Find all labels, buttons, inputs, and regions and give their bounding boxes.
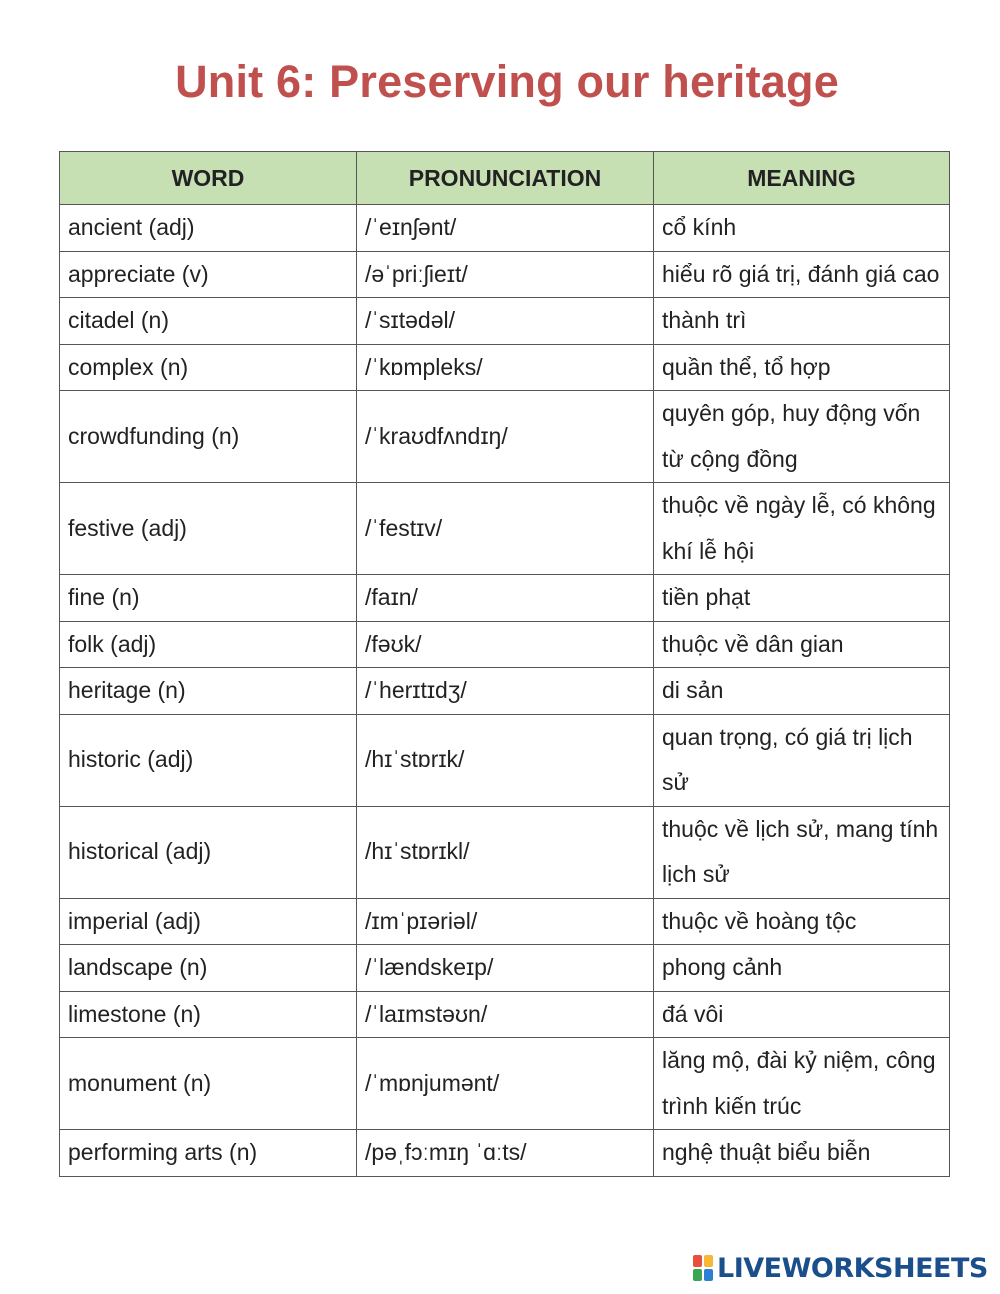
- table-row: [60, 991, 950, 1038]
- header-pronunciation: PRONUNCIATION: [357, 152, 654, 205]
- meaning-cell: thuộc về ngày lễ, có không khí lễ hội: [654, 483, 950, 575]
- table-header-row: [60, 152, 950, 205]
- logo-square-2: [704, 1255, 713, 1267]
- table-row: [60, 1038, 950, 1130]
- pronunciation-cell: /pəˌfɔːmɪŋ ˈɑːts/: [357, 1130, 654, 1177]
- liveworksheets-logo-icon: [693, 1255, 713, 1281]
- table-row: [60, 205, 950, 252]
- table-row: [60, 945, 950, 992]
- pronunciation-cell: /hɪˈstɒrɪkl/: [357, 806, 654, 898]
- meaning-cell: tiền phạt: [654, 575, 950, 622]
- pronunciation-cell: /ˈlaɪmstəʊn/: [357, 991, 654, 1038]
- meaning-cell: thuộc về lịch sử, mang tính lịch sử: [654, 806, 950, 898]
- word-cell: historic (adj): [60, 714, 357, 806]
- meaning-cell: quyên góp, huy động vốn từ cộng đồng: [654, 391, 950, 483]
- meaning-cell: quần thể, tổ hợp: [654, 344, 950, 391]
- word-cell: festive (adj): [60, 483, 357, 575]
- pronunciation-cell: /əˈpriːʃieɪt/: [357, 251, 654, 298]
- meaning-cell: quan trọng, có giá trị lịch sử: [654, 714, 950, 806]
- table-row: [60, 1130, 950, 1177]
- pronunciation-cell: /hɪˈstɒrɪk/: [357, 714, 654, 806]
- page-title: Unit 6: Preserving our heritage: [175, 56, 839, 107]
- word-cell: historical (adj): [60, 806, 357, 898]
- word-cell: complex (n): [60, 344, 357, 391]
- table-row: [60, 898, 950, 945]
- word-cell: imperial (adj): [60, 898, 357, 945]
- logo-text: LIVEWORKSHEETS: [717, 1252, 988, 1284]
- meaning-cell: đá vôi: [654, 991, 950, 1038]
- meaning-cell: hiểu rõ giá trị, đánh giá cao: [654, 251, 950, 298]
- pronunciation-cell: /ˈlændskeɪp/: [357, 945, 654, 992]
- table-row: [60, 483, 950, 575]
- word-cell: appreciate (v): [60, 251, 357, 298]
- meaning-cell: lăng mộ, đài kỷ niệm, công trình kiến trúc: [654, 1038, 950, 1130]
- pronunciation-cell: /faɪn/: [357, 575, 654, 622]
- pronunciation-cell: /ˈfestɪv/: [357, 483, 654, 575]
- word-cell: citadel (n): [60, 298, 357, 345]
- vocabulary-table: [59, 151, 950, 1177]
- pronunciation-cell: /ˈsɪtədəl/: [357, 298, 654, 345]
- header-meaning: MEANING: [654, 152, 950, 205]
- word-cell: heritage (n): [60, 668, 357, 715]
- pronunciation-cell: /ˈherɪtɪdʒ/: [357, 668, 654, 715]
- word-cell: folk (adj): [60, 621, 357, 668]
- table-row: [60, 391, 950, 483]
- logo-square-4: [704, 1269, 713, 1281]
- table-row: [60, 251, 950, 298]
- table-row: [60, 668, 950, 715]
- pronunciation-cell: /fəʊk/: [357, 621, 654, 668]
- logo-square-1: [693, 1255, 702, 1267]
- table-row: [60, 344, 950, 391]
- meaning-cell: thuộc về hoàng tộc: [654, 898, 950, 945]
- meaning-cell: di sản: [654, 668, 950, 715]
- word-cell: fine (n): [60, 575, 357, 622]
- pronunciation-cell: /ˈkɒmpleks/: [357, 344, 654, 391]
- pronunciation-cell: /ɪmˈpɪəriəl/: [357, 898, 654, 945]
- word-cell: landscape (n): [60, 945, 357, 992]
- word-cell: crowdfunding (n): [60, 391, 357, 483]
- meaning-cell: phong cảnh: [654, 945, 950, 992]
- pronunciation-cell: /ˈmɒnjumənt/: [357, 1038, 654, 1130]
- meaning-cell: cổ kính: [654, 205, 950, 252]
- table-row: [60, 806, 950, 898]
- word-cell: ancient (adj): [60, 205, 357, 252]
- table-row: [60, 298, 950, 345]
- table-row: [60, 575, 950, 622]
- word-cell: monument (n): [60, 1038, 357, 1130]
- pronunciation-cell: /ˈkraʊdfʌndɪŋ/: [357, 391, 654, 483]
- table-row: [60, 714, 950, 806]
- meaning-cell: thuộc về dân gian: [654, 621, 950, 668]
- header-word: WORD: [60, 152, 357, 205]
- liveworksheets-logo: [693, 1253, 988, 1283]
- meaning-cell: thành trì: [654, 298, 950, 345]
- word-cell: limestone (n): [60, 991, 357, 1038]
- word-cell: performing arts (n): [60, 1130, 357, 1177]
- table-row: [60, 621, 950, 668]
- meaning-cell: nghệ thuật biểu biễn: [654, 1130, 950, 1177]
- logo-square-3: [693, 1269, 702, 1281]
- pronunciation-cell: /ˈeɪnʃənt/: [357, 205, 654, 252]
